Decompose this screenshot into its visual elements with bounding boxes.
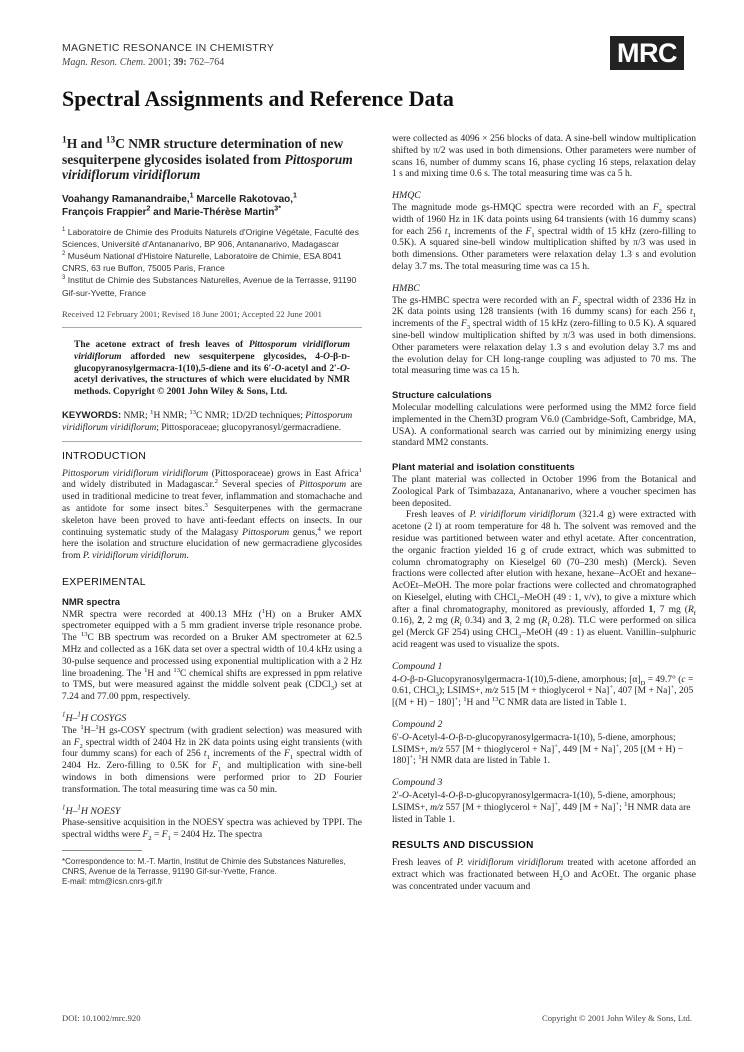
txt: Fresh leaves of — [392, 858, 457, 869]
sub: f — [693, 609, 696, 617]
fn-email: E-mail: mtm@icsn.cnrs-gif.fr — [62, 877, 163, 886]
species: Pittosporum — [242, 527, 290, 538]
copyright: Copyright © 2001 John Wiley & Sons, Ltd. — [542, 1013, 692, 1023]
txt: O and AcOEt. The organic phase was concentrated under vacuum and — [392, 870, 696, 892]
author: François Frappier — [62, 207, 147, 218]
received-dates: Received 12 February 2001; Revised 18 June 2001; Accepted 22 June 2001 — [62, 308, 322, 319]
txt: D — [466, 732, 472, 742]
var: t — [203, 749, 207, 760]
citation-pages: 762–764 — [189, 57, 225, 68]
var: m/z — [430, 802, 444, 813]
txt: are used in traditional medicine to treat fever, inflammation and stomachache and as antidote for some insect bites. — [62, 480, 362, 515]
txt: and widely distributed in Madagascar. — [62, 480, 215, 491]
sup: 1 — [144, 666, 148, 674]
hmbc-heading: HMBC — [392, 282, 420, 294]
sub: 1 — [206, 754, 210, 762]
author: Marcelle Rakotovao, — [193, 193, 294, 205]
txt: NMR spectra were recorded at 400.13 MHz ( — [62, 609, 262, 620]
sup: 1 — [95, 723, 99, 731]
txt: -Acetyl-4- — [408, 791, 449, 802]
section-title: Spectral Assignments and Reference Data — [62, 86, 454, 111]
author-sup: 1 — [293, 192, 297, 200]
txt: and multiplication with sine-bell windows in both dimensions were performed prior to 2D Fourier transformation. The total measuring time was ca 50 min. — [62, 761, 362, 795]
compound-1-data — [392, 674, 696, 710]
compound-no: 3 — [504, 616, 510, 627]
nmr-heading: NMR spectra — [62, 596, 121, 608]
var: O — [402, 791, 409, 802]
txt: 2′- — [392, 791, 402, 802]
txt: H gs-COSY spectrum (with gradient selection) was measured with an — [62, 725, 362, 748]
var: t — [444, 226, 448, 237]
txt: spectral width of 15 kHz (zero-filling to 0.5K). A squared sine-bell window multiplication shifted by π/3 was used in both dimensions. Other parameters were relaxation delay 1.3 s and evolution delay 3.7 ms. The total measuring time was ca 15 h. — [392, 226, 696, 272]
sub: 2 — [577, 300, 582, 308]
footnote-rule — [62, 850, 142, 851]
txt: H NMR data are listed in Table 1. — [392, 802, 691, 825]
abs-species: Pittosporum viridiflorum viridiflorum — [74, 339, 350, 363]
doi: DOI: 10.1002/mrc.920 — [62, 1013, 141, 1023]
aff-number: 2 — [62, 251, 66, 258]
title-sup: 1 — [62, 135, 67, 146]
structure-heading: Structure calculations — [392, 390, 492, 402]
affiliation-1 — [62, 226, 362, 250]
sup: 1 — [261, 607, 266, 615]
txt: H– — [65, 713, 78, 725]
sup: 13 — [491, 696, 499, 704]
var: R — [541, 616, 548, 627]
aff-text: Institut de Chimie des Substances Naturelles, Avenue de la Terrasse, 91190 Gif-sur-Yvette, France — [62, 275, 357, 298]
txt: Sesquiterpenes with the germacrane skeleton have been proved to have anti-feedant effects on insects. In our continuing systematic study of the Malagasy — [62, 504, 362, 538]
sub: 1 — [447, 231, 451, 239]
abs-part: O — [323, 352, 330, 363]
kw-sup: 13 — [189, 409, 197, 417]
txt: D — [466, 791, 472, 801]
sub: f — [547, 621, 550, 629]
txt: 0.34) and — [461, 616, 505, 627]
sub: 1 — [167, 835, 171, 843]
abstract — [74, 340, 350, 399]
journal-logo: MRC — [610, 36, 684, 70]
var: m/z — [430, 744, 444, 755]
kw: C NMR; 1D/2D techniques; — [196, 411, 306, 422]
sub: 1 — [217, 766, 222, 774]
sup: 1 — [418, 754, 422, 762]
compound-1-heading: Compound 1 — [392, 660, 443, 672]
var: R — [687, 604, 694, 615]
var: F — [525, 226, 532, 237]
txt: we report here the isolation and structure elucidation of new germacradiene glycosides from — [62, 527, 362, 562]
sup: + — [670, 684, 675, 692]
abs-part: D — [341, 352, 347, 362]
txt: H COSYGS — [80, 713, 127, 725]
var: c — [681, 674, 686, 685]
txt: D — [417, 674, 424, 684]
species: Pittosporum — [299, 480, 347, 491]
kw: NMR; — [121, 411, 151, 422]
txt: C NMR data are listed in Table 1. — [498, 698, 627, 709]
abs-part: afforded new sesquiterpene glycosides, 4- — [121, 352, 324, 363]
author: Voahangy Ramanandraibe, — [62, 193, 190, 205]
species: P. viridiflorum viridiflorum — [82, 551, 187, 562]
species: P. viridiflorum viridiflorum — [456, 858, 564, 869]
txt: , 407 [M + Na] — [613, 686, 671, 697]
txt: H– — [65, 805, 78, 817]
txt: The magnitude mode gs-HMQC spectra were recorded with an — [392, 202, 653, 213]
txt: , 2 mg ( — [422, 616, 454, 627]
txt: -β- — [406, 674, 418, 685]
sup: 1 — [62, 711, 66, 719]
var: F — [161, 830, 168, 841]
var: O — [399, 674, 407, 685]
results-paragraph — [392, 858, 696, 893]
affiliation-3 — [62, 274, 362, 298]
txt: C BB spectrum was recorded on a Bruker AM spectrometer at 62.5 MHz and collected as a 16K data set over a spectral width of 10.4 kHz using a 30-pulse sequence and processed using exponential multiplication with a 2 Hz line broadening. The — [62, 633, 362, 679]
title-species: Pittosporum viridiflorum viridiflorum — [62, 151, 353, 182]
txt: Phase-sensitive acquisition in the NOESY spectra was achieved by TPPI. The spectral widths were — [62, 818, 362, 841]
experimental-heading: EXPERIMENTAL — [62, 576, 146, 589]
citation-volume: 39: — [173, 57, 187, 68]
nmr-paragraph — [62, 607, 362, 704]
journal-name: MAGNETIC RESONANCE IN CHEMISTRY — [62, 42, 275, 54]
txt: -Acetyl-4- — [408, 732, 449, 743]
txt: , 449 [M + Na] — [558, 802, 616, 813]
sub: 3 — [466, 324, 471, 332]
compound-2-data — [392, 732, 696, 768]
left-column — [62, 134, 362, 887]
txt: H and — [147, 668, 174, 679]
txt: spectral width of 2404 Hz. Zero-filling to 0.5K for — [62, 749, 362, 772]
txt: 515 [M + thioglycerol + Na] — [498, 686, 610, 697]
noesy-heading — [62, 806, 362, 818]
txt: spectral width of 2404 Hz in 2K data points using eight transients (with four dummy scans) for each of 256 — [62, 737, 363, 760]
sup: + — [554, 742, 559, 750]
txt: H– — [83, 725, 96, 736]
var: t — [690, 307, 693, 318]
plant-heading: Plant material and isolation constituents — [392, 462, 575, 474]
txt: -glucopyranosylgermacra-1(10), 5-diene, amorphous; LSIMS+, — [392, 732, 676, 755]
affiliation-2 — [62, 250, 362, 274]
txt: increments of the — [209, 749, 285, 760]
txt: H NOESY — [80, 805, 121, 817]
abs-part: -β- — [330, 352, 342, 363]
sub: 1 — [289, 754, 294, 762]
author: and Marie-Thérèse Martin — [150, 207, 275, 218]
var: F — [460, 319, 467, 330]
txt: spectral width of 1960 Hz in 1K data points using 64 transients (with 16 dummy scans) for each 256 — [392, 202, 696, 237]
title-part: H and — [66, 136, 106, 151]
structure-paragraph: Molecular modelling calculations were performed using the MM2 force field implemented in the Chem3D program V6.0 (Cambridge-Soft, Cambridge, MA, USA). A conformational search was carried out by minimizing energy using standard MM2 constants. — [392, 402, 696, 449]
txt: ; — [458, 698, 464, 709]
divider — [62, 327, 362, 328]
abs-part: -acetyl derivatives, the structures of which were elucidated by NMR methods. Copyright © 2001 John Wiley & Sons, Ltd. — [74, 363, 350, 397]
sup: + — [554, 800, 559, 808]
sub: 1 — [531, 231, 535, 239]
sup: 1 — [624, 800, 628, 808]
citation — [62, 57, 224, 68]
sub: 1 — [692, 312, 696, 320]
sub: f — [459, 621, 462, 629]
ref: 1 — [358, 466, 362, 474]
abs-part: -glucopyranosylgermacra-1(10),5-diene and its 6′- — [74, 352, 350, 374]
sub: 3 — [330, 685, 335, 693]
var: O — [402, 732, 409, 743]
txt: , 2 mg ( — [509, 616, 542, 627]
fn-text: *Correspondence to: M.-T. Martin, Institut de Chimie des Substances Naturelles, CNRS, Avenue de la Terrasse, 91190 Gif-sur-Yvette, France. — [62, 857, 346, 876]
sub: 3 — [516, 597, 520, 605]
compound-no: 1 — [648, 604, 654, 615]
sup: + — [609, 684, 614, 692]
txt: = — [151, 830, 162, 841]
txt: The gs-HMBC spectra were recorded with an — [392, 295, 573, 306]
author-sup: 3* — [274, 205, 281, 213]
txt: (Pittosporaceae) grows in East Africa — [208, 468, 359, 479]
article-title — [62, 136, 362, 183]
txt: -β- — [455, 732, 467, 743]
txt: H NMR data are listed in Table 1. — [421, 756, 550, 767]
txt: , 205 [(M + H) − 180] — [392, 744, 684, 767]
txt: treated with acetone afforded an extract which was fractionated between H — [392, 858, 696, 881]
txt: increments of the — [392, 319, 461, 330]
ref: 2 — [214, 478, 218, 486]
compound-3-heading: Compound 3 — [392, 777, 443, 789]
compound-2-heading: Compound 2 — [392, 719, 443, 731]
var: m/z — [485, 686, 499, 697]
var: F — [284, 749, 290, 760]
var: F — [652, 202, 659, 213]
results-heading: RESULTS AND DISCUSSION — [392, 840, 534, 852]
txt: 6′- — [392, 732, 402, 743]
sub: D — [640, 679, 646, 687]
sup: 1 — [463, 696, 467, 704]
txt: = 0.61, CHCl — [392, 674, 694, 697]
plant-paragraph-2 — [392, 510, 696, 652]
ref: 3 — [204, 501, 208, 509]
txt: 4- — [392, 674, 400, 685]
citation-year: 2001; — [148, 57, 171, 68]
var: F — [212, 761, 218, 772]
txt: C chemical shifts are expressed in ppm relative to TMS, but were measured against the middle solvent peak (CDCl — [62, 668, 362, 691]
species: Pittosporum viridiflorum viridiflorum — [62, 468, 209, 479]
intro-paragraph — [62, 466, 362, 563]
sup: 1 — [77, 711, 81, 719]
sup: 13 — [80, 631, 88, 639]
compound-3-data — [392, 790, 696, 826]
kw-sup: 1 — [150, 409, 154, 417]
txt: H and — [466, 698, 492, 709]
abs-part: O — [274, 363, 282, 374]
kw-species: Pittosporum viridiflorum viridiflorum — [62, 411, 353, 433]
txt: 0.28). TLC were performed on silica gel (Merck GF 254) using CHCl — [392, 616, 696, 639]
plant-paragraph-1: The plant material was collected in October 1996 from the Botanical and Zoological Park of Tsimbazaza, Antananarivo, where a voucher specimen has been deposited. — [392, 474, 696, 509]
sup: + — [409, 754, 414, 762]
sub: 2 — [559, 874, 563, 882]
hmqc-paragraph — [392, 203, 696, 274]
var: F — [572, 295, 578, 306]
txt: ); LSIMS+, — [438, 686, 486, 697]
citation-journal: Magn. Reson. Chem. — [62, 57, 146, 68]
kw: H NMR; — [153, 411, 190, 422]
txt: -Glucopyranosylgermacra-1(10),5-diene, amorphous; [α] — [423, 674, 641, 685]
aff-number: 3 — [62, 275, 66, 282]
txt: 557 [M + thioglycerol + Na] — [443, 802, 555, 813]
txt: increments of the — [450, 226, 526, 237]
aff-text: Laboratoire de Chimie des Produits Naturels d'Origine Végétale, Faculté des Sciences, Université d'Antananarivo, BP 906, Antananarivo, Madagascar — [62, 226, 359, 249]
noesy-paragraph — [62, 818, 362, 842]
sub: 3 — [435, 691, 439, 699]
kw: ; Pittosporaceae; glucopyranosyl/germacradiene. — [156, 422, 342, 433]
sup: 13 — [173, 666, 181, 674]
txt: 557 [M + thioglycerol + Na] — [443, 744, 555, 755]
sup: 1 — [77, 804, 81, 812]
txt: 0.16), — [392, 616, 418, 627]
sub: 2 — [658, 207, 662, 215]
aff-text: Muséum National d'Histoire Naturelle, Laboratoire de Chimie, ESA 8041 CNRS, 63 rue Buffon, 75005 Paris, France — [62, 250, 342, 274]
sub: 2 — [148, 835, 152, 843]
txt: , 205 [(M + H) − 180] — [392, 686, 694, 709]
ref: 4 — [317, 525, 321, 533]
txt: ; — [413, 756, 419, 767]
txt: = 49.7° ( — [645, 674, 682, 685]
var: R — [453, 616, 460, 627]
txt: ; — [619, 802, 625, 813]
correspondence-footnote — [62, 857, 362, 887]
var: O — [448, 791, 456, 802]
abs-part: -acetyl and 2′- — [281, 363, 340, 374]
txt: The — [62, 725, 81, 736]
txt: = 2404 Hz. The spectra — [170, 830, 263, 841]
divider — [62, 441, 362, 442]
author-sup: 1 — [189, 192, 194, 200]
abs-part: The acetone extract of fresh leaves of — [74, 339, 249, 350]
authors — [62, 193, 362, 220]
intro-heading: INTRODUCTION — [62, 449, 147, 462]
species: P. viridiflorum viridiflorum — [469, 510, 576, 521]
txt: , 449 [M + Na] — [558, 744, 616, 755]
var: O — [448, 732, 456, 743]
txt: -β- — [455, 791, 467, 802]
txt: –MeOH (49 : 1, v/v), to give a mixture which after a final chromatography, monitored as previously, afforded — [392, 592, 696, 615]
var: F — [142, 830, 149, 841]
hmqc-heading: HMQC — [392, 190, 421, 202]
title-part: C NMR structure determination of new sesquiterpene glycosides isolated from — [62, 136, 344, 167]
txt: ) set at 7.24 and 77.00 ppm, respectively. — [62, 680, 362, 703]
abs-part: O — [339, 363, 347, 374]
txt: Several species of — [217, 480, 300, 491]
sup: + — [615, 742, 620, 750]
txt: Fresh leaves of — [406, 510, 470, 521]
txt: –MeOH (49 : 1) as eluent. Vanillin–sulphuric acid reagent was used to visualize the spots. — [392, 628, 696, 651]
sub: 2 — [79, 742, 83, 750]
sup: 1 — [62, 804, 66, 812]
title-sup: 13 — [105, 135, 116, 146]
sup: 1 — [80, 723, 84, 731]
txt: spectral width of 2336 Hz in 2K data points using 128 transients (with 16 dummy scans) for each 256 — [392, 295, 696, 318]
hmbc-paragraph — [392, 296, 696, 379]
txt: spectral width of 15 kHz (zero-filling to 0.5 K). A squared sine-bell window multiplication shifted by π/3 was used in both dimensions. Other parameters were relaxation delay 1.3 s and evolution delay 3.7 ms and the evolution delay for CH long-range coupling was adjusted to 70 ms. The total measuring time was ca 15 h. — [392, 319, 696, 377]
txt: . — [186, 551, 189, 562]
txt: H) on a Bruker AMX spectrometer equipped with a 5 mm gradient inverse triple resonance probe. The — [62, 609, 362, 644]
right-column — [392, 134, 696, 894]
keywords-label: KEYWORDS: — [62, 410, 122, 422]
compound-no: 2 — [417, 616, 423, 627]
cosy-paragraph — [62, 723, 363, 797]
sub: 3 — [517, 633, 522, 641]
txt: , 7 mg ( — [653, 604, 688, 615]
cosy-heading — [62, 713, 362, 725]
txt: (321.4 g) were extracted with acetone (2 l) at room temperature for 48 h. The solvent was removed and the residue was partitioned between water and ethyl acetate. After concentration, the organic fraction yielded 16 g of crude extract, which was submitted to column chromatography on Kieselgel 60 (70–230 mesh) (Merck). Seven fractions were collected after elution with hexane, hexane–AcOEt and hexane–AcOEt–MeOH. The more polar fractions were collected and chromatographed on Kieselgel, eluting with CHCl — [392, 510, 697, 603]
author-sup: 2 — [146, 205, 151, 213]
noesy-continued: were collected as 4096 × 256 blocks of data. A sine-bell window multiplication shifted by π/2 was used in both dimensions. Other parameters were number of scans 16, number of dummy scans 16, phase cycling 16 steps, relaxation delay 1 s and mixing time 0.6 s. The total measuring time was ca 5 h. — [392, 134, 696, 180]
sup: + — [615, 800, 620, 808]
aff-number: 1 — [62, 226, 66, 233]
txt: -glucopyranosylgermacra-1(10), 5-diene, amorphous; LSIMS+, — [392, 791, 676, 813]
sup: + — [454, 696, 459, 704]
txt: genus, — [289, 527, 318, 538]
var: F — [73, 737, 80, 748]
keywords — [62, 410, 362, 433]
